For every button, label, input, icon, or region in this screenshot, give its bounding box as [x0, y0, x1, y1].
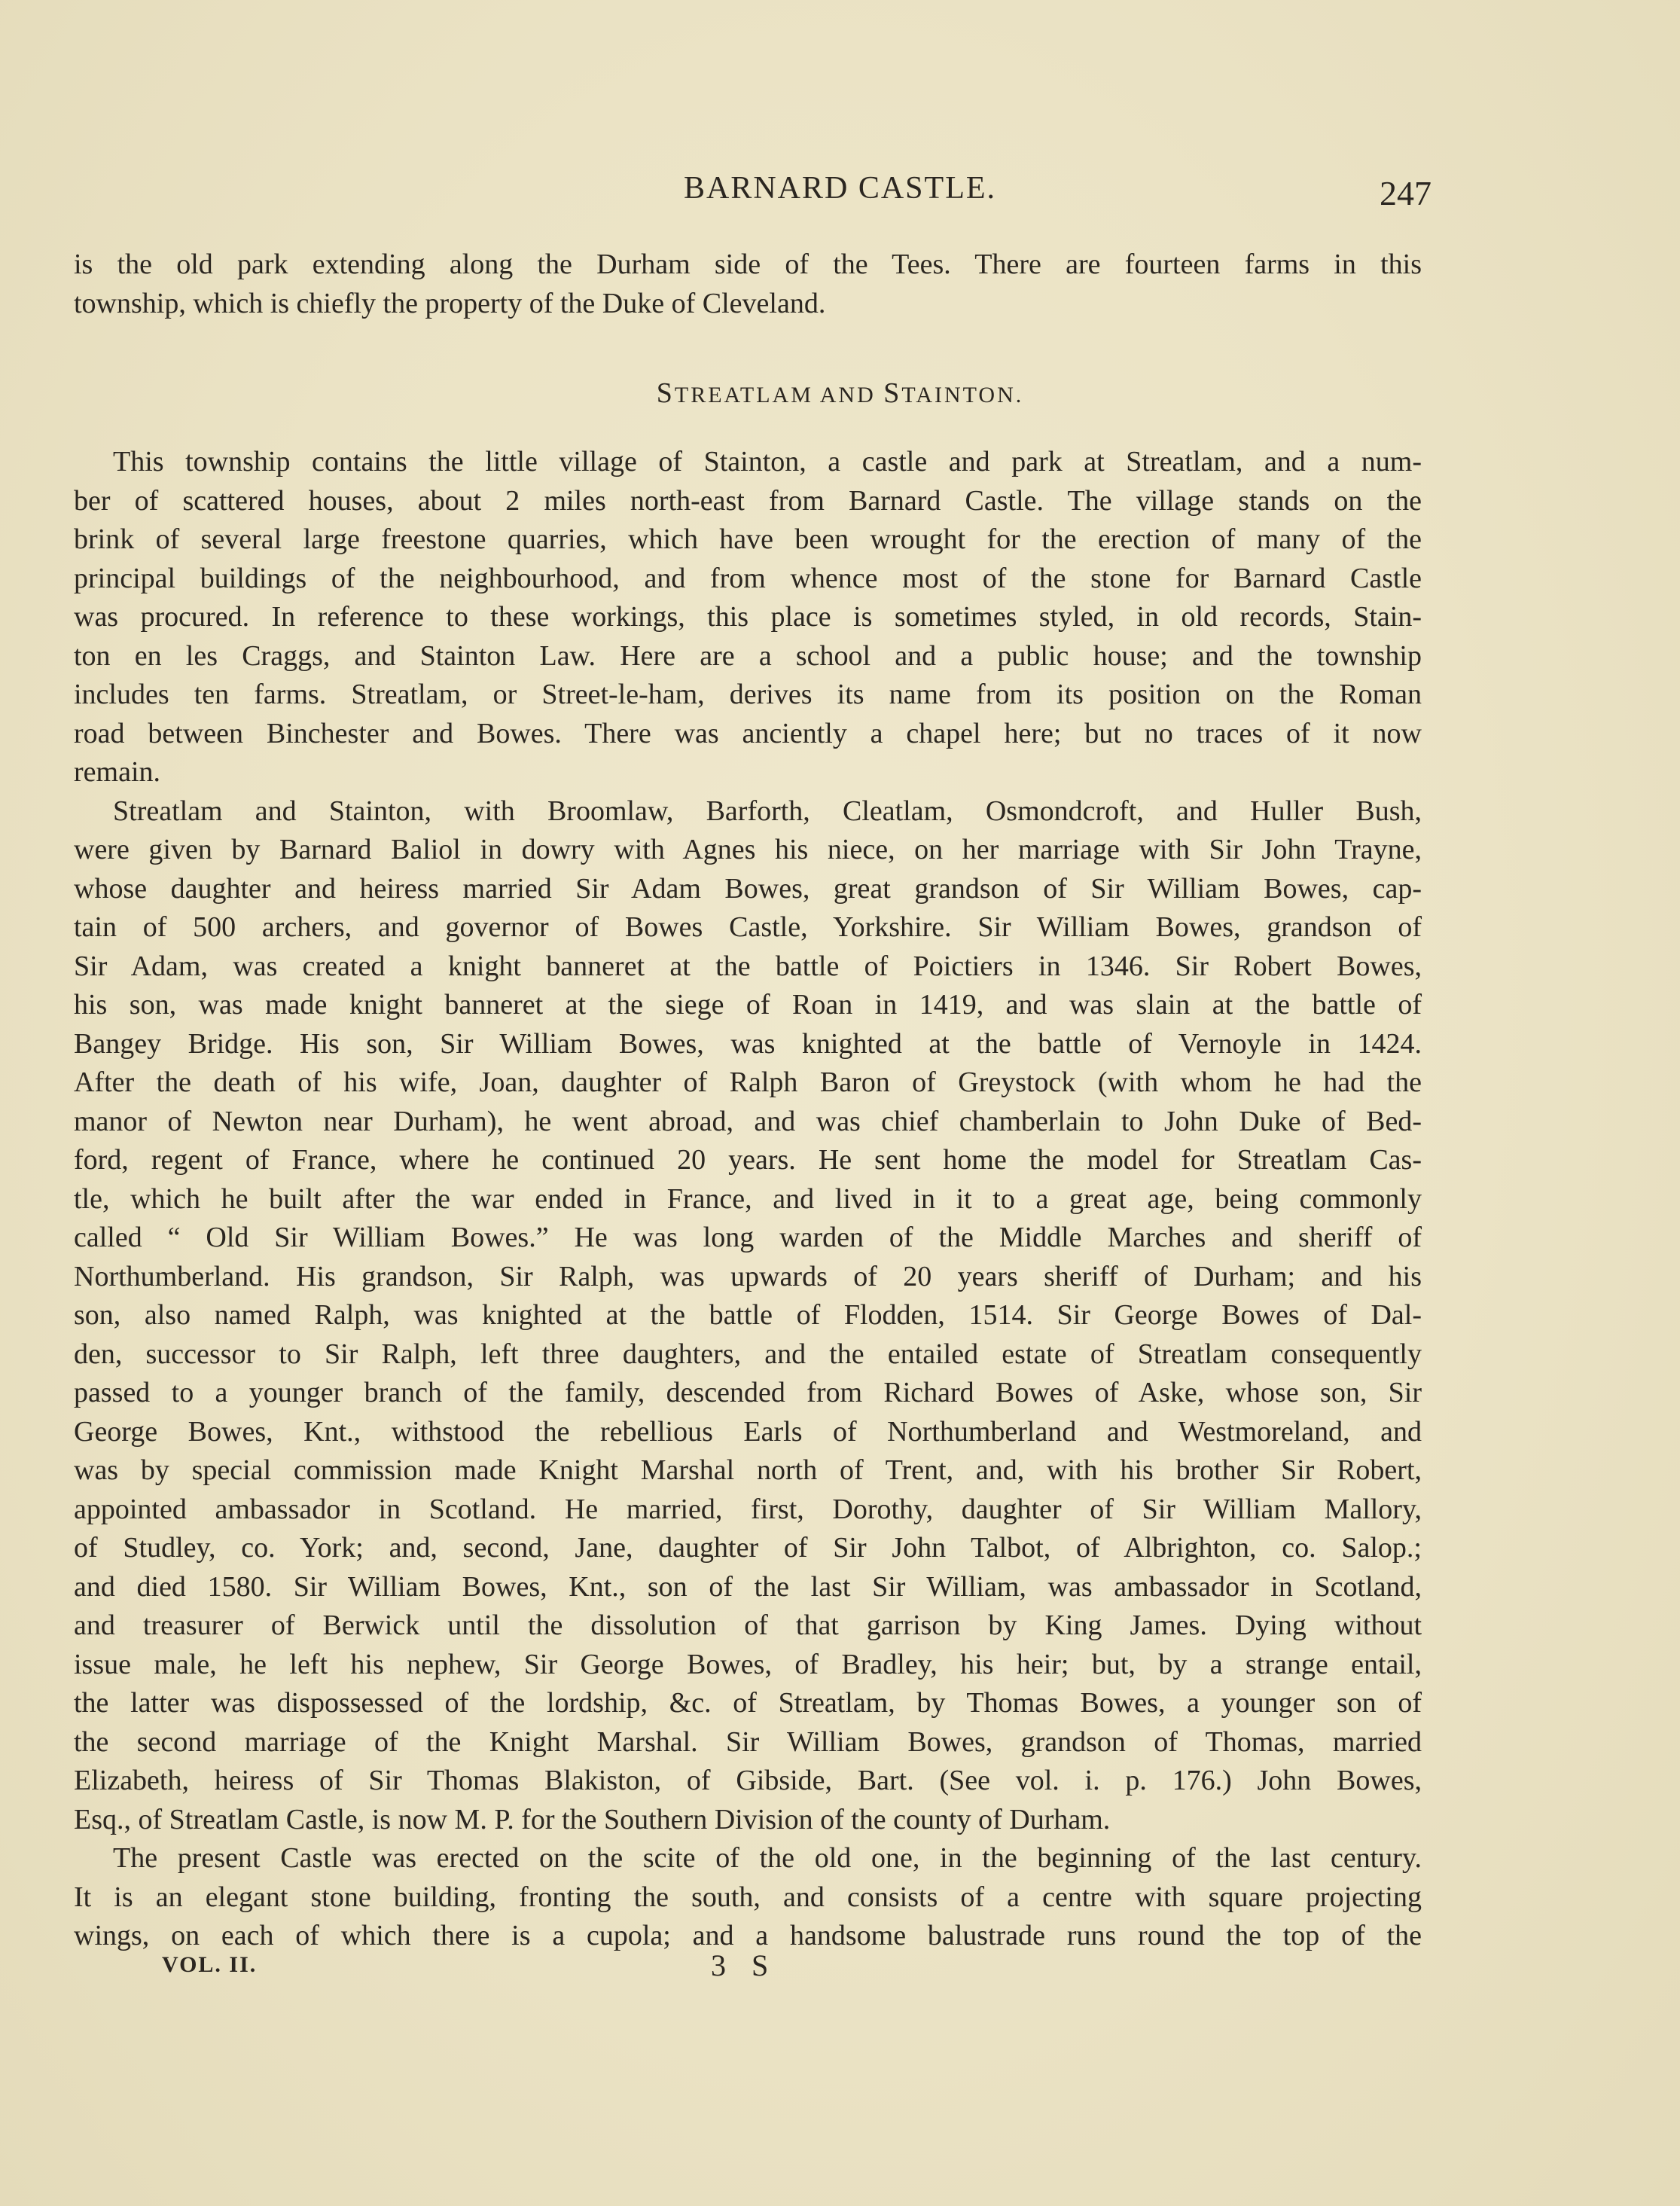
text-line: Sir Adam, was created a knight banneret at the battle of Poictiers in 1346. Sir Robert Bowes, — [74, 950, 1422, 982]
text-line: the second marriage of the Knight Marshal. Sir William Bowes, grandson of Thomas, married — [74, 1725, 1422, 1758]
text-line: Northumberland. His grandson, Sir Ralph, was upwards of 20 years sheriff of Durham; and his — [74, 1260, 1422, 1292]
opening-text — [74, 246, 1422, 323]
text-line: It is an elegant stone building, fronting the south, and consists of a centre with square projecting — [74, 1881, 1422, 1913]
text-line: son, also named Ralph, was knighted at the battle of Flodden, 1514. Sir George Bowes of Dal- — [74, 1299, 1422, 1331]
text-line: includes ten farms. Streatlam, or Street-le-ham, derives its name from its position on the Roman — [74, 679, 1422, 710]
section-heading — [0, 377, 1680, 410]
text-line: and died 1580. Sir William Bowes, Knt., son of the last Sir William, was ambassador in Scotland, — [74, 1570, 1422, 1603]
heading-word: TAINTON. — [901, 383, 1024, 407]
page-number: 247 — [1380, 174, 1432, 212]
text-line: called “ Old Sir William Bowes.” He was long warden of the Middle Marches and sheriff of — [74, 1222, 1422, 1253]
text-line: Streatlam and Stainton, with Broomlaw, Barforth, Cleatlam, Osmondcroft, and Huller Bush, — [113, 795, 1422, 827]
text-line: manor of Newton near Durham), he went abroad, and was chief chamberlain to John Duke of Bed- — [74, 1105, 1422, 1137]
text-line: tle, which he built after the war ended in France, and lived in it to a great age, being commonly — [74, 1182, 1422, 1215]
text-line: is the old park extending along the Durham side of the Tees. There are fourteen farms in this — [74, 249, 1422, 280]
page-footer — [0, 1948, 1680, 1997]
text-line: Bangey Bridge. His son, Sir William Bowes, was knighted at the battle of Vernoyle in 1424. — [74, 1027, 1422, 1060]
text-line: was by special commission made Knight Marshal north of Trent, and, with his brother Sir Robert, — [74, 1454, 1422, 1486]
text-line: road between Binchester and Bowes. There was anciently a chapel here; but no traces of it now — [74, 717, 1422, 749]
text-line: his son, was made knight banneret at the siege of Roan in 1419, and was slain at the battle of — [74, 989, 1422, 1021]
text-line: brink of several large freestone quarries, which have been wrought for the erection of many of the — [74, 523, 1422, 555]
text-line: passed to a younger branch of the family, descended from Richard Bowes of Aske, whose son, Sir — [74, 1377, 1422, 1408]
heading-word: AND — [819, 383, 876, 407]
text-line: principal buildings of the neighbourhood, and from whence most of the stone for Barnard Castle — [74, 562, 1422, 594]
volume-mark: VOL. II. — [162, 1952, 258, 1977]
text-line: township, which is chiefly the property of the Duke of Cleveland. — [74, 287, 826, 319]
text-line: was procured. In reference to these workings, this place is sometimes styled, in old records, Stain- — [74, 601, 1422, 633]
text-line: ford, regent of France, where he continued 20 years. He sent home the model for Streatlam Cas- — [74, 1144, 1422, 1176]
text-line: tain of 500 archers, and governor of Bowes Castle, Yorkshire. Sir William Bowes, grandson of — [74, 911, 1422, 943]
text-line: issue male, he left his nephew, Sir George Bowes, of Bradley, his heir; but, by a strange entail, — [74, 1648, 1422, 1680]
text-line: ton en les Craggs, and Stainton Law. Here are a school and a public house; and the township — [74, 639, 1422, 672]
text-line: and treasurer of Berwick until the dissolution of that garrison by King James. Dying without — [74, 1609, 1422, 1641]
text-line: den, successor to Sir Ralph, left three daughters, and the entailed estate of Streatlam consequently — [74, 1338, 1422, 1370]
running-head — [0, 167, 1680, 212]
text-line: of Studley, co. York; and, second, Jane, daughter of Sir John Talbot, of Albrighton, co. Salop.; — [74, 1532, 1422, 1564]
text-line: Esq., of Streatlam Castle, is now M. P. for the Southern Division of the county of Durham. — [74, 1803, 1111, 1835]
text-line: After the death of his wife, Joan, daughter of Ralph Baron of Greystock (with whom he had the — [74, 1066, 1422, 1098]
heading-word: TREATLAM — [674, 383, 813, 407]
text-line: appointed ambassador in Scotland. He married, first, Dorothy, daughter of Sir William Mallory, — [74, 1493, 1422, 1525]
text-line: whose daughter and heiress married Sir Adam Bowes, great grandson of Sir William Bowes, cap- — [74, 872, 1422, 905]
text-line: wings, on each of which there is a cupola; and a handsome balustrade runs round the top of the — [74, 1920, 1422, 1951]
running-title: BARNARD CASTLE. — [683, 171, 997, 206]
text-line: George Bowes, Knt., withstood the rebellious Earls of Northumberland and Westmoreland, and — [74, 1415, 1422, 1448]
signature-mark: 3 S — [711, 1948, 778, 1982]
text-line: ber of scattered houses, about 2 miles north-east from Barnard Castle. The village stands on the — [74, 484, 1422, 517]
text-line: the latter was dispossessed of the lordship, &c. of Streatlam, by Thomas Bowes, a younger son of — [74, 1687, 1422, 1719]
text-line: Elizabeth, heiress of Sir Thomas Blakiston, of Gibside, Bart. (See vol. i. p. 176.) John Bowes, — [74, 1765, 1422, 1796]
text-line: were given by Barnard Baliol in dowry with Agnes his niece, on her marriage with Sir John Trayne, — [74, 834, 1422, 865]
section-body — [74, 443, 1422, 1956]
text-line: remain. — [74, 756, 161, 788]
heading-initial: S — [656, 377, 675, 409]
heading-initial: S — [883, 377, 902, 409]
text-line: This township contains the little village of Stainton, a castle and park at Streatlam, and a num- — [113, 446, 1422, 478]
text-line: The present Castle was erected on the scite of the old one, in the beginning of the last century. — [113, 1842, 1422, 1874]
